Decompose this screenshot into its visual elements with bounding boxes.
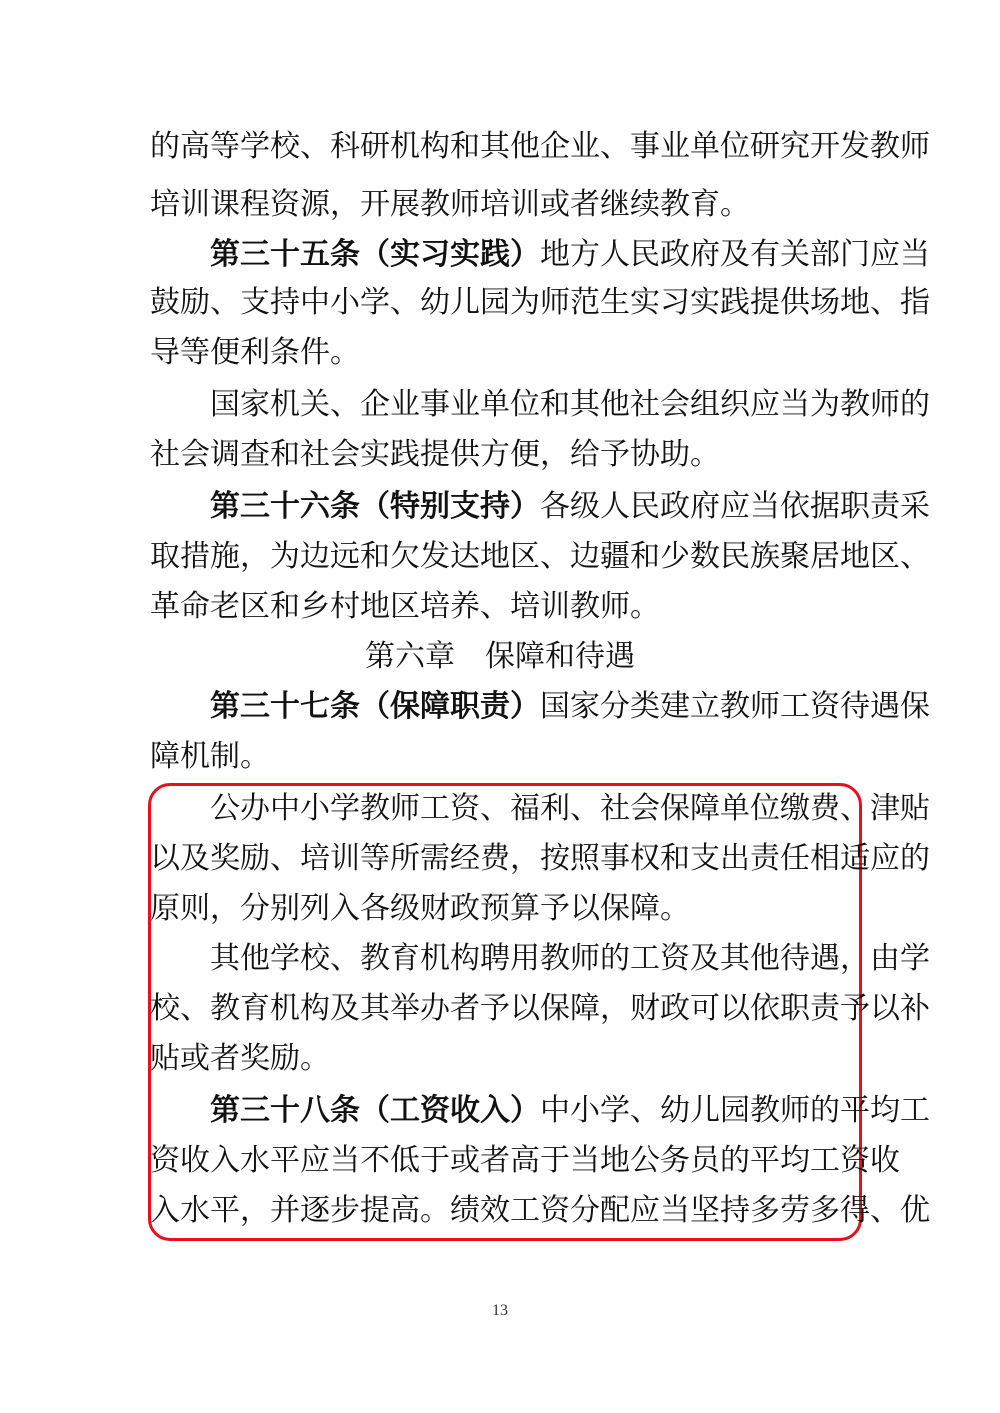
paragraph-8-line-2: 校、教育机构及其举办者予以保障，财政可以依职责予以补: [150, 991, 930, 1026]
article-36-line-1: [210, 487, 930, 527]
article-38-line-3: 入水平，并逐步提高。绩效工资分配应当坚持多劳多得、优: [150, 1193, 930, 1228]
article-35-line-3: 导等便利条件。: [150, 335, 360, 370]
article-36-line-2: 取措施，为边远和欠发达地区、边疆和少数民族聚居地区、: [150, 539, 930, 574]
article-37-text: 国家分类建立教师工资待遇保: [540, 689, 930, 724]
article-36-title: 第三十六条（特别支持）: [210, 489, 540, 524]
paragraph-continuation-line-1: 的高等学校、科研机构和其他企业、事业单位研究开发教师: [150, 129, 930, 164]
paragraph-7-line-3: 原则，分别列入各级财政预算予以保障。: [150, 891, 690, 926]
paragraph-7-line-1: 公办中小学教师工资、福利、社会保障单位缴费、津贴: [210, 791, 930, 826]
article-35-title: 第三十五条（实习实践）: [210, 237, 540, 272]
paragraph-8-line-1: 其他学校、教育机构聘用教师的工资及其他待遇，由学: [210, 941, 930, 976]
paragraph-3-line-2: 社会调查和社会实践提供方便，给予协助。: [150, 437, 720, 472]
page-number: 13: [492, 1302, 508, 1319]
article-35-text: 地方人民政府及有关部门应当: [540, 237, 930, 272]
article-37-line-1: [210, 687, 930, 727]
article-38-line-2: 资收入水平应当不低于或者高于当地公务员的平均工资收: [150, 1143, 900, 1178]
article-38-line-1: [210, 1091, 930, 1131]
paragraph-8-line-3: 贴或者奖励。: [150, 1041, 330, 1076]
paragraph-3-line-1: 国家机关、企业事业单位和其他社会组织应当为教师的: [210, 387, 930, 422]
article-38-title: 第三十八条（工资收入）: [210, 1093, 540, 1128]
article-37-line-2: 障机制。: [150, 739, 270, 774]
paragraph-7-line-2: 以及奖励、培训等所需经费，按照事权和支出责任相适应的: [150, 841, 930, 876]
article-38-text: 中小学、幼儿园教师的平均工: [540, 1093, 930, 1128]
article-36-line-3: 革命老区和乡村地区培养、培训教师。: [150, 589, 660, 624]
chapter-heading: 第六章 保障和待遇: [365, 639, 635, 674]
article-35-line-2: 鼓励、支持中小学、幼儿园为师范生实习实践提供场地、指: [150, 285, 930, 320]
article-36-text: 各级人民政府应当依据职责采: [540, 489, 930, 524]
article-37-title: 第三十七条（保障职责）: [210, 689, 540, 724]
article-35-line-1: [210, 235, 930, 275]
paragraph-continuation-line-2: 培训课程资源，开展教师培训或者继续教育。: [150, 187, 750, 222]
